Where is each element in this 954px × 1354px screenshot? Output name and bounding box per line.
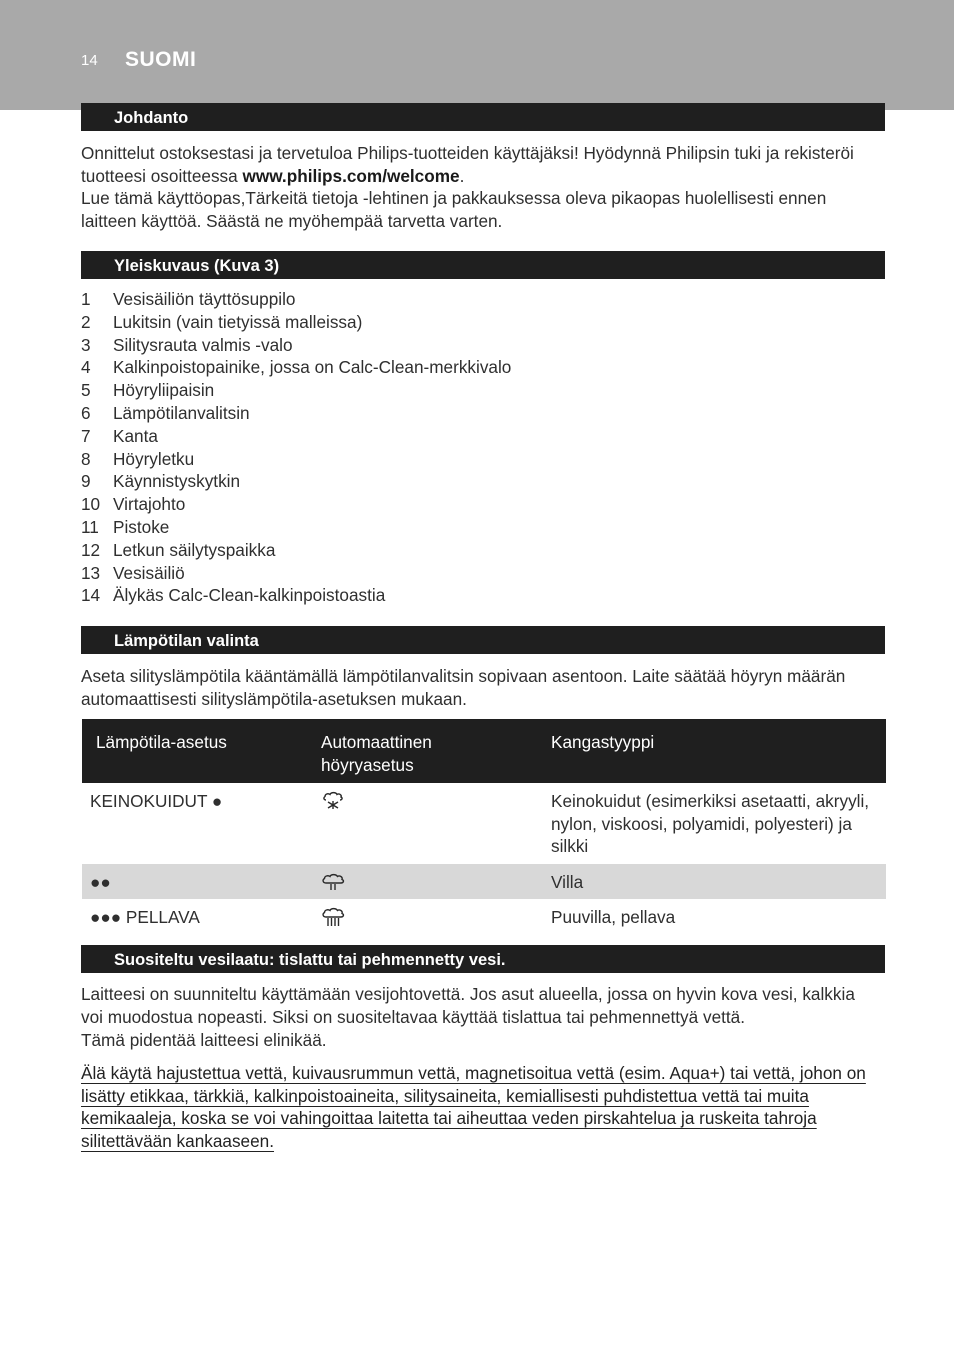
list-item-number: 4 [81,357,91,378]
list-item-label: Käynnistyskytkin [113,471,241,492]
steam-medium-icon [321,871,347,893]
intro-paragraph-2: Lue tämä käyttöopas,Tärkeitä tietoja -lehtinen ja pakkauksessa oleva pikaopas huolellisesti ennen laitteen käyttöä. Säästä ne myöhempää tarvetta varten. [81,188,827,231]
list-item [81,562,511,585]
steam-cell [307,899,537,935]
welcome-link[interactable]: www.philips.com/welcome [242,165,460,186]
language-title: SUOMI [125,48,197,71]
list-item-label: Höyryletku [113,448,195,469]
list-item-number: 6 [81,402,91,423]
intro-paragraph-1: Onnittelut ostoksestasi ja tervetuloa Philips-tuotteiden käyttäjäksi! Hyödynnä Philipsin tuki ja rekisteröi tuotteesi osoitteessa www.philips.com/welcome. [81,143,854,186]
list-item [81,288,511,311]
steam-low-icon [321,790,347,812]
section-heading-overview: Yleiskuvaus (Kuva 3) [81,251,885,279]
steam-high-icon [321,906,347,928]
list-item-number: 10 [81,494,101,515]
page-number: 14 [81,52,98,69]
list-item-number: 13 [81,562,101,583]
list-item-label: Letkun säilytyspaikka [113,539,276,560]
list-item-number: 9 [81,471,91,492]
parts-list [81,288,511,607]
list-item [81,356,511,379]
table-row [82,899,886,935]
list-item-label: Pistoke [113,516,170,537]
fabric-cell: Puuvilla, pellava [551,907,676,927]
list-item [81,584,511,607]
list-item-number: 3 [81,334,91,355]
fabric-cell: Villa [537,864,886,900]
list-item-number: 7 [81,425,91,446]
water-paragraph-1: Laitteesi on suunniteltu käyttämään vesijohtovettä. Jos asut alueella, jossa on hyvin kova vesi, kalkkia voi muodostua nopeasti. Siksi on suositeltavaa käyttää tislattua tai pehmennettyä vettä. [81,984,855,1027]
list-item [81,539,511,562]
fabric-cell: Keinokuidut (esimerkiksi asetaatti, akryyli, nylon, viskoosi, polyamidi, polyesteri) ja silkki [551,791,870,856]
list-item-label: Älykäs Calc-Clean-kalkinpoistoastia [113,585,386,606]
steam-cell [307,783,537,864]
setting-cell: KEINOKUIDUT ● [90,791,223,811]
section-heading-intro: Johdanto [81,103,885,131]
steam-cell [307,864,537,900]
list-item-number: 11 [81,516,99,537]
list-item-label: Kalkinpoistopainike, jossa on Calc-Clean-merkkivalo [113,357,512,378]
list-item-number: 14 [81,585,101,606]
table-row [82,783,886,864]
list-item [81,493,511,516]
table-row [82,864,886,900]
list-item [81,402,511,425]
list-item-label: Vesisäiliö [113,562,185,583]
list-item-number: 2 [81,311,91,332]
list-item-label: Vesisäiliön täyttösuppilo [113,289,296,309]
column-header: Lämpötila-asetus [82,719,307,783]
list-item [81,311,511,334]
list-item [81,334,511,357]
temperature-table [82,719,886,935]
section-heading-water: Suositeltu vesilaatu: tislattu tai pehmennetty vesi. [81,945,885,973]
setting-cell: ●●● PELLAVA [90,907,200,927]
list-item-number: 1 [81,289,91,309]
setting-cell: ●● [82,864,307,900]
temperature-paragraph: Aseta silityslämpötila kääntämällä lämpötilanvalitsin sopivaan asentoon. Laite säätää höyryn määrän automaattisesti silityslämpötila-asetuksen mukaan. [81,666,846,709]
list-item-number: 5 [81,380,91,401]
water-paragraph-2: Tämä pidentää laitteesi elinikää. [81,1030,327,1050]
list-item-label: Silitysrauta valmis -valo [113,334,293,355]
list-item [81,448,511,471]
list-item [81,516,511,539]
section-heading-temperature: Lämpötilan valinta [81,626,885,654]
list-item [81,470,511,493]
column-header: Kangastyyppi [537,719,886,783]
list-item-label: Lukitsin (vain tietyissä malleissa) [113,311,363,332]
list-item-label: Kanta [113,425,158,446]
list-item [81,425,511,448]
list-item-label: Virtajohto [113,494,186,515]
table-header-row [82,719,886,783]
water-warning: Älä käytä hajustettua vettä, kuivausrummun vettä, magnetisoitua vettä (esim. Aqua+) tai vettä, johon on lisätty etikkaa, tärkkiä, kalkinpoistoaineita, silitysaineita, kemiallisesti puhdistettua vettä tai muita kemikaaleja, koska se voi vahingoittaa laitetta tai aiheuttaa veden pirskahtelua ja ruskeita tahroja silitettävään kankaaseen. [81,1063,866,1152]
list-item-label: Lämpötilanvalitsin [113,402,250,423]
list-item-number: 8 [81,448,91,469]
list-item-number: 12 [81,539,101,560]
header-bar [0,0,954,110]
column-header: Automaattinen höyryasetus [307,719,537,783]
list-item [81,379,511,402]
list-item-label: Höyryliipaisin [113,380,215,401]
